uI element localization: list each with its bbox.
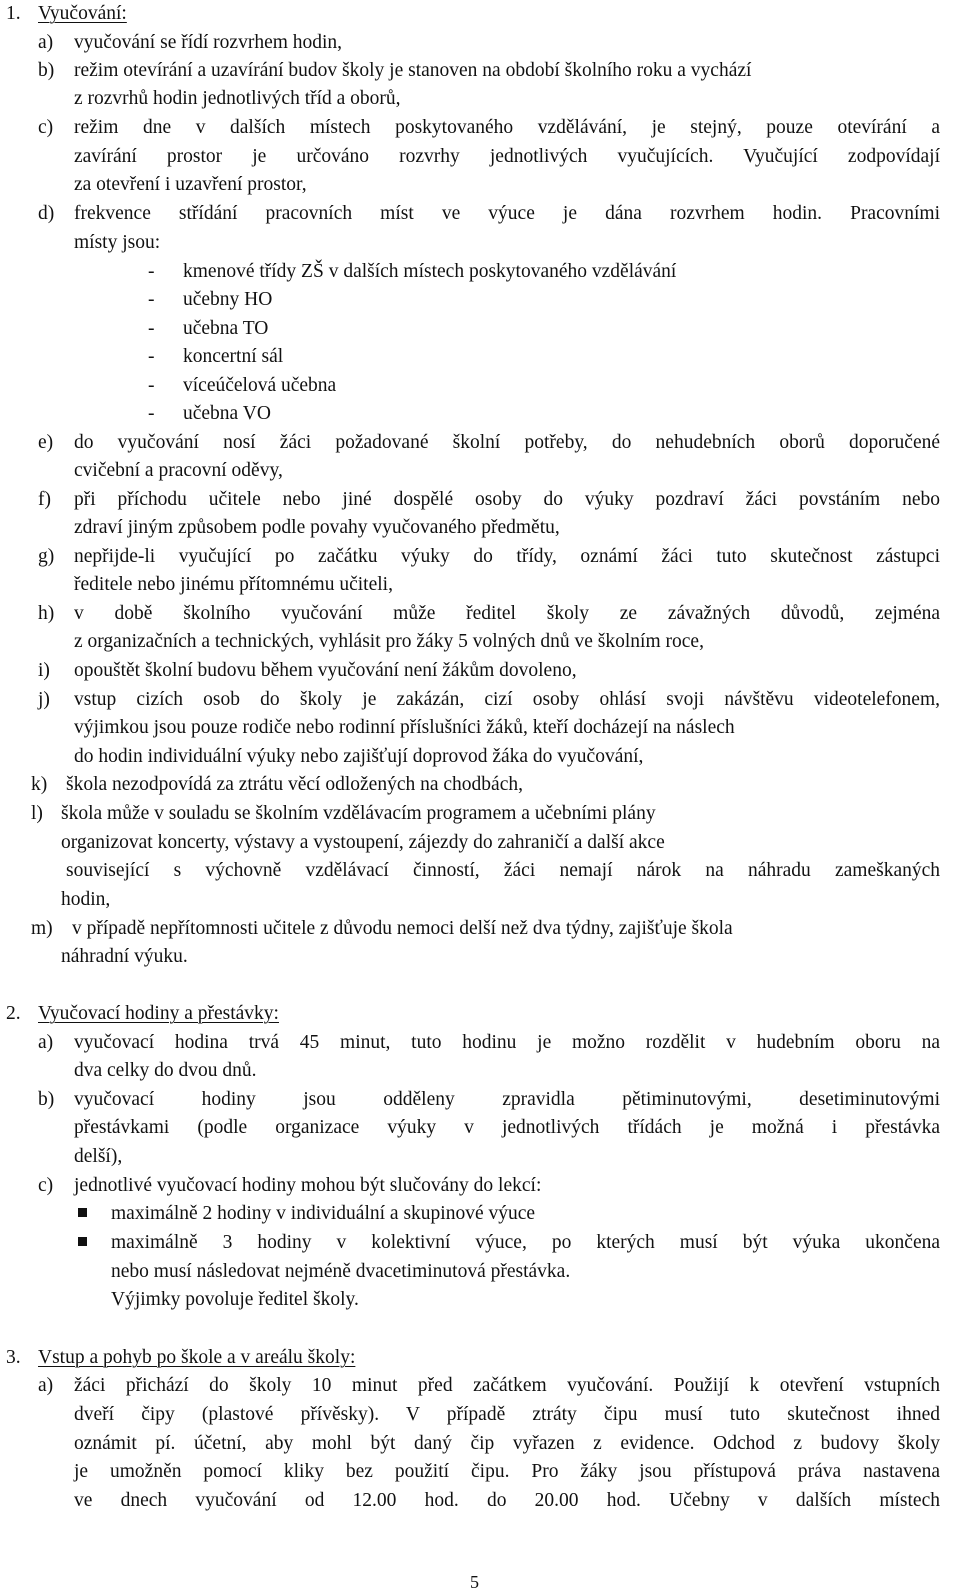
list-item-text: ředitele nebo jinému přítomnému učiteli, <box>74 574 393 595</box>
section-1-number: 1. <box>6 3 21 24</box>
square-bullet-icon <box>78 1208 87 1217</box>
list-marker: d) <box>38 203 55 224</box>
list-item-text: výjimkou jsou pouze rodiče nebo rodinní příslušníci žáků, kteří docházejí na náslech <box>74 717 735 738</box>
list-item-text: ve dnech vyučování od 12.00 hod. do 20.00 hod. Učebny v dalších místech <box>74 1490 940 1511</box>
list-item-text: z rozvrhů hodin jednotlivých tříd a oborů, <box>74 88 401 109</box>
list-item-text: režim dne v dalších místech poskytovaného vzdělávání, je stejný, pouze otevírání a <box>74 117 940 138</box>
place-item: učebna TO <box>183 318 269 339</box>
list-marker: l) <box>31 803 43 824</box>
dash-marker: - <box>148 261 155 282</box>
list-item-text: za otevření i uzavření prostor, <box>74 174 307 195</box>
page-number: 5 <box>470 1572 479 1592</box>
list-item-text: režim otevírání a uzavírání budov školy je stanoven na období školního roku a vychází <box>74 60 752 81</box>
list-marker: c) <box>38 117 54 138</box>
list-item-text: škola může v souladu se školním vzdělávacím programem a učebními plány <box>61 803 656 824</box>
dash-marker: - <box>148 289 155 310</box>
list-item-text: v případě nepřítomnosti učitele z důvodu nemoci delší než dva týdny, zajišťuje škola <box>72 918 733 939</box>
list-marker: g) <box>38 546 55 567</box>
list-marker: j) <box>38 689 50 710</box>
section-3-title: Vstup a pohyb po škole a v areálu školy: <box>38 1347 356 1368</box>
place-item: kmenové třídy ZŠ v dalších místech poskytovaného vzdělávání <box>183 261 677 282</box>
section-2-number: 2. <box>6 1003 21 1024</box>
list-item-text: jednotlivé vyučovací hodiny mohou být slučovány do lekcí: <box>74 1175 542 1196</box>
section-3-number: 3. <box>6 1347 21 1368</box>
list-marker: b) <box>38 1089 55 1110</box>
list-item-text: související s výchovně vzdělávací činností, žáci nemají nárok na náhradu zameškaných <box>66 860 940 881</box>
list-item-text: do vyučování nosí žáci požadované školní potřeby, do nehudebních oborů doporučené <box>74 432 940 453</box>
list-marker: a) <box>38 32 54 53</box>
list-marker: e) <box>38 432 54 453</box>
list-item-text: delší), <box>74 1146 123 1167</box>
list-item-text: v době školního vyučování může ředitel školy ze závažných důvodů, zejména <box>74 603 940 624</box>
dash-marker: - <box>148 403 155 424</box>
list-marker: a) <box>38 1375 54 1396</box>
place-item: víceúčelová učebna <box>183 375 337 396</box>
list-item-text: náhradní výuku. <box>61 946 188 967</box>
dash-marker: - <box>148 318 155 339</box>
list-item-text: z organizačních a technických, vyhlásit pro žáky 5 volných dnů ve školním roce, <box>74 631 704 652</box>
list-item-text: dveří čipy (plastové přívěsky). V případě ztráty čipu musí tuto skutečnost ihned <box>74 1404 940 1425</box>
section-2-title: Vyučovací hodiny a přestávky: <box>38 1003 279 1024</box>
bullet-item-text: maximálně 2 hodiny v individuální a skupinové výuce <box>111 1203 536 1224</box>
list-marker: b) <box>38 60 55 81</box>
list-item-text: vyučovací hodina trvá 45 minut, tuto hodinu je možno rozdělit v hudebním oboru na <box>74 1032 940 1053</box>
list-item-text: přestávkami (podle organizace výuky v jednotlivých třídách je možná i přestávka <box>74 1117 940 1138</box>
list-item-text: nepřijde-li vyučující po začátku výuky do třídy, oznámí žáci tuto skutečnost zástupci <box>74 546 940 567</box>
section-1-title: Vyučování: <box>38 3 127 24</box>
list-item-text: organizovat koncerty, výstavy a vystoupení, zájezdy do zahraničí a další akce <box>61 832 665 853</box>
list-item-text: do hodin individuální výuky nebo zajišťují doprovod žáka do vyučování, <box>74 746 644 767</box>
place-item: učebny HO <box>183 289 273 310</box>
list-item-text: vstup cizích osob do školy je zakázán, cizí osoby ohlásí svoji návštěvu videotelefonem, <box>74 689 940 710</box>
dash-marker: - <box>148 346 155 367</box>
list-marker: c) <box>38 1175 54 1196</box>
list-item-text: frekvence střídání pracovních míst ve výuce je dána rozvrhem hodin. Pracovními <box>74 203 940 224</box>
list-item-text: opouštět školní budovu během vyučování není žákům dovoleno, <box>74 660 577 681</box>
list-item-text: zavírání prostor je určováno rozvrhy jednotlivých vyučujících. Vyučující zodpovídají <box>74 146 940 167</box>
list-marker: f) <box>38 489 51 510</box>
list-marker: a) <box>38 1032 54 1053</box>
list-item-text: místy jsou: <box>74 232 161 253</box>
bullet-item-text: Výjimky povoluje ředitel školy. <box>111 1289 359 1310</box>
bullet-item-text: nebo musí následovat nejméně dvacetiminutová přestávka. <box>111 1261 571 1282</box>
list-marker: k) <box>31 774 48 795</box>
list-item-text: dva celky do dvou dnů. <box>74 1060 257 1081</box>
list-item-text: při příchodu učitele nebo jiné dospělé osoby do výuky pozdraví žáci povstáním nebo <box>74 489 940 510</box>
bullet-item-text: maximálně 3 hodiny v kolektivní výuce, po kterých musí být výuka ukončena <box>111 1232 940 1253</box>
list-item-text: škola nezodpovídá za ztrátu věcí odložených na chodbách, <box>66 774 523 795</box>
place-item: učebna VO <box>183 403 271 424</box>
list-item-text: oznámit pí. účetní, aby mohl být daný čip vyřazen z evidence. Odchod z budovy školy <box>74 1433 940 1454</box>
place-item: koncertní sál <box>183 346 284 367</box>
list-marker: m) <box>31 918 53 939</box>
square-bullet-icon <box>78 1237 87 1246</box>
dash-marker: - <box>148 375 155 396</box>
list-marker: i) <box>38 660 50 681</box>
list-item-text: vyučování se řídí rozvrhem hodin, <box>74 32 343 53</box>
list-item-text: cvičební a pracovní oděvy, <box>74 460 283 481</box>
list-item-text: hodin, <box>61 889 111 910</box>
list-item-text: žáci přichází do školy 10 minut před začátkem vyučování. Použijí k otevření vstupních <box>74 1375 940 1396</box>
list-marker: h) <box>38 603 55 624</box>
list-item-text: zdraví jiným způsobem podle povahy vyučovaného předmětu, <box>74 517 560 538</box>
list-item-text: je umožněn pomocí kliky bez použití čipu. Pro žáky jsou přístupová práva nastavena <box>74 1461 940 1482</box>
list-item-text: vyučovací hodiny jsou odděleny zpravidla pětiminutovými, desetiminutovými <box>74 1089 940 1110</box>
